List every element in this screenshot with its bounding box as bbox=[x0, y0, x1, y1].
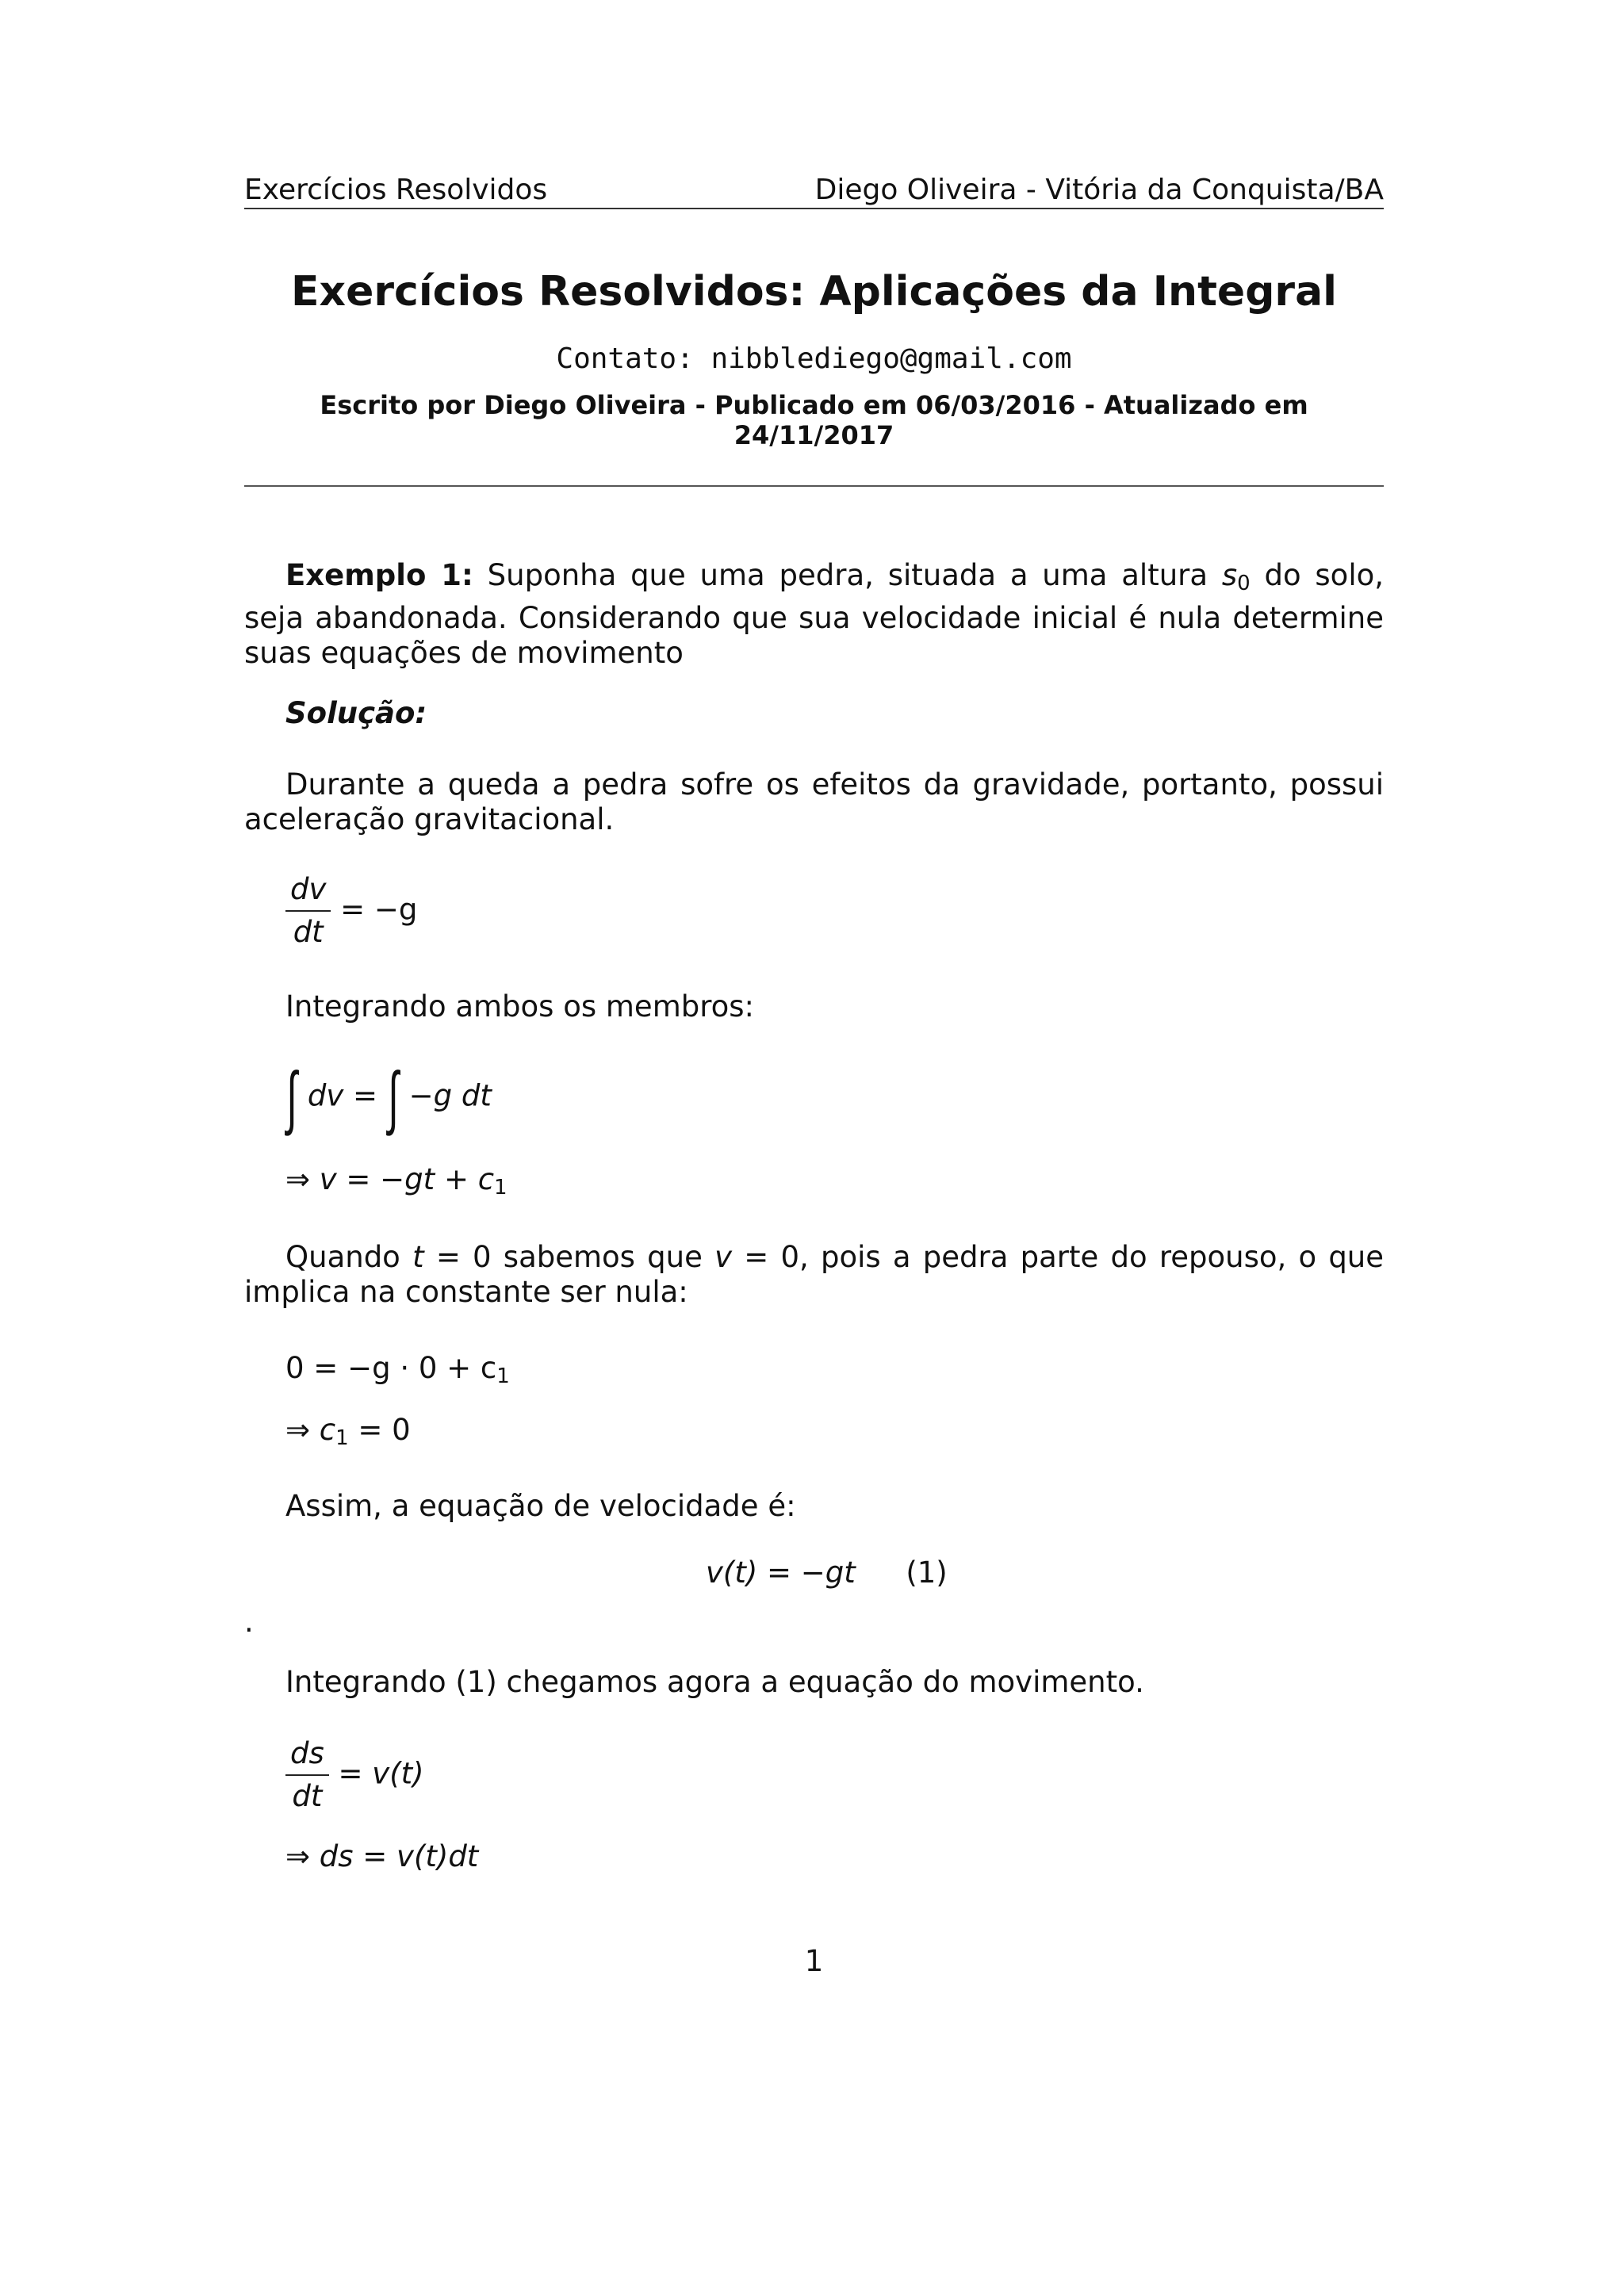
integral-sign-right: ∫ bbox=[388, 1056, 399, 1138]
equation-ds-rhs: = v(t) bbox=[338, 1756, 424, 1791]
equation-dv-dt bbox=[285, 872, 417, 950]
equation-velocity-general-text: ⇒ v = −gt + c bbox=[285, 1162, 495, 1196]
paragraph-velocity-equation: Assim, a equação de velocidade é: bbox=[285, 1489, 796, 1523]
equation-c1-post: = 0 bbox=[348, 1413, 411, 1447]
fraction-ds-bar bbox=[285, 1774, 329, 1776]
fraction-denominator: dt bbox=[293, 915, 324, 949]
var-s-sub: 0 bbox=[1237, 572, 1251, 595]
equation-velocity bbox=[706, 1556, 948, 1590]
paragraph-gravity-text: Durante a queda a pedra sofre os efeitos da gravidade, portanto, possui aceleração gravitacional. bbox=[244, 767, 1384, 836]
header-rule bbox=[244, 208, 1384, 209]
paragraph-initial-condition bbox=[244, 1240, 1384, 1310]
equation-ds-dt bbox=[285, 1736, 424, 1814]
stray-period: . bbox=[244, 1605, 254, 1639]
equation-ds-text: ⇒ ds = v(t)dt bbox=[285, 1839, 479, 1873]
example-label: Exemplo 1: bbox=[285, 558, 473, 592]
p3-b: = 0 sabemos que bbox=[435, 1240, 703, 1274]
fraction-bar bbox=[285, 910, 331, 912]
example-paragraph bbox=[244, 558, 1384, 671]
fraction-numerator: dv bbox=[290, 872, 327, 906]
equation-constant-sub: 1 bbox=[496, 1364, 510, 1388]
integral-left: dv = bbox=[307, 1078, 378, 1113]
paragraph-integrate: Integrando ambos os membros: bbox=[285, 989, 755, 1024]
equation-constant-text: 0 = −g · 0 + c bbox=[285, 1351, 497, 1385]
page-title: Exercícios Resolvidos: Aplicações da Integral bbox=[291, 268, 1337, 316]
equation-velocity-general-sub: 1 bbox=[494, 1176, 508, 1200]
fraction-ds-denominator: dt bbox=[292, 1779, 323, 1813]
equation-velocity-general bbox=[285, 1162, 508, 1205]
example-text-after: do solo, seja abandonada. Considerando que sua velocidade inicial é nula determine suas equações de movimento bbox=[244, 558, 1384, 670]
p3-c: = 0, pois a pedra parte do repouso, o que implica na constante ser nula: bbox=[244, 1240, 1385, 1309]
equation-rhs: = −g bbox=[340, 892, 418, 927]
paragraph-motion: Integrando (1) chegamos agora a equação do movimento. bbox=[285, 1665, 1144, 1699]
title-rule bbox=[244, 485, 1384, 487]
p3-t: t bbox=[412, 1240, 424, 1274]
page-number: 1 bbox=[804, 1944, 824, 1978]
fraction-ds-numerator: ds bbox=[290, 1736, 324, 1770]
equation-constant bbox=[285, 1351, 510, 1394]
equation-tag: (1) bbox=[906, 1556, 948, 1590]
var-s: s bbox=[1221, 558, 1238, 592]
solution-label: Solução: bbox=[285, 696, 427, 730]
p3-a: Quando bbox=[285, 1240, 400, 1274]
example-text-before: Suponha que uma pedra, situada a uma altura bbox=[487, 558, 1208, 592]
equation-c1-sub: 1 bbox=[335, 1426, 349, 1450]
byline: Escrito por Diego Oliveira - Publicado em 06/03/2016 - Atualizado em 24/11/2017 bbox=[320, 390, 1308, 450]
integral-right: −g dt bbox=[408, 1078, 492, 1113]
equation-ds bbox=[285, 1839, 478, 1874]
fraction-ds-dt bbox=[285, 1736, 329, 1814]
equation-c1-zero bbox=[285, 1413, 411, 1456]
p3-v: v bbox=[714, 1240, 733, 1274]
fraction-dv-dt bbox=[285, 872, 331, 950]
header-left: Exercícios Resolvidos bbox=[244, 174, 548, 206]
paragraph-gravity bbox=[244, 767, 1384, 837]
contact-line: Contato: nibblediego@gmail.com bbox=[556, 342, 1072, 375]
integral-sign-left: ∫ bbox=[286, 1056, 297, 1138]
equation-c1-pre: ⇒ c bbox=[285, 1413, 336, 1447]
header-right: Diego Oliveira - Vitória da Conquista/BA bbox=[814, 174, 1384, 206]
equation-integral bbox=[285, 1056, 492, 1138]
equation-velocity-text: v(t) = −gt bbox=[706, 1556, 856, 1590]
